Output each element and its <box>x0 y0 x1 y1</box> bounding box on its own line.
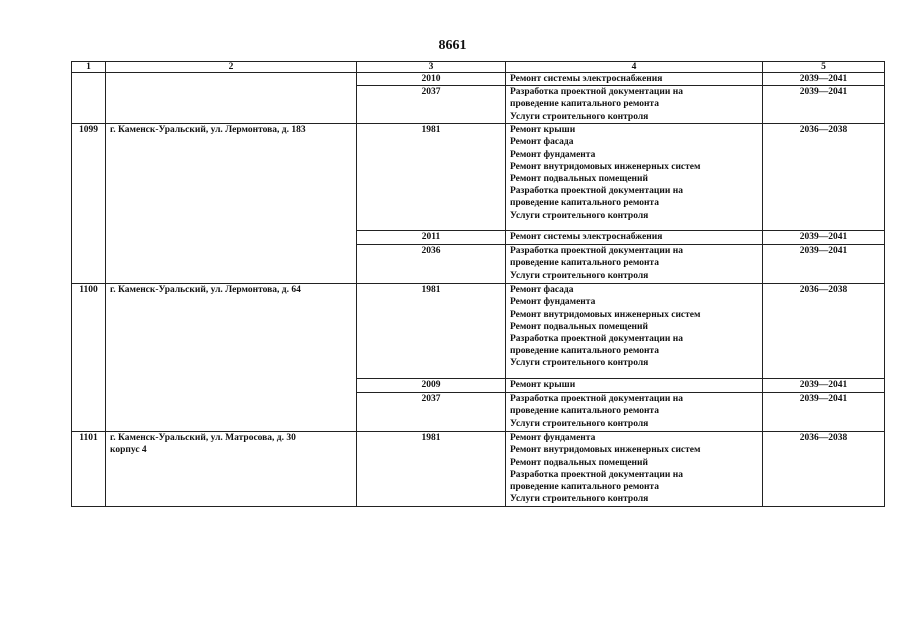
table-row <box>72 73 885 86</box>
work-item: проведение капитального ремонта <box>510 406 659 417</box>
column-header: 1 <box>72 62 106 73</box>
works-cell <box>506 245 763 284</box>
period-cell: 2036—2038 <box>763 432 885 507</box>
address-cell <box>106 284 357 432</box>
header-row <box>72 62 885 73</box>
address-line: корпус 4 <box>110 445 147 456</box>
work-item: Разработка проектной документации на <box>510 186 683 197</box>
work-item: Ремонт фундамента <box>510 297 596 308</box>
work-item: Ремонт внутридомовых инженерных систем <box>510 309 701 320</box>
period-cell: 2036—2038 <box>763 284 885 379</box>
year-cell: 2036 <box>357 245 506 284</box>
work-item: Разработка проектной документации на <box>510 394 683 405</box>
row-number: 1099 <box>72 124 106 284</box>
table-row <box>72 284 885 379</box>
column-header: 2 <box>106 62 357 73</box>
column-header: 3 <box>357 62 506 73</box>
address-cell <box>106 124 357 284</box>
column-header: 4 <box>506 62 763 73</box>
work-item: Ремонт подвальных помещений <box>510 321 648 332</box>
period-cell: 2039—2041 <box>763 231 885 245</box>
year-cell: 2011 <box>357 231 506 245</box>
work-item: проведение капитального ремонта <box>510 346 659 357</box>
works-cell <box>506 231 763 245</box>
year-cell: 1981 <box>357 432 506 507</box>
period-cell: 2039—2041 <box>763 379 885 393</box>
address-line: г. Каменск-Уральский, ул. Лермонтова, д. 64 <box>110 285 301 296</box>
works-cell <box>506 86 763 124</box>
work-item: Ремонт подвальных помещений <box>510 174 648 185</box>
works-cell <box>506 73 763 86</box>
year-cell: 2009 <box>357 379 506 393</box>
period-cell: 2039—2041 <box>763 86 885 124</box>
row-number: 1101 <box>72 432 106 507</box>
year-cell: 2010 <box>357 73 506 86</box>
repair-schedule-table <box>71 61 885 507</box>
address-cell <box>106 432 357 507</box>
work-item: Ремонт системы электроснабжения <box>510 232 663 243</box>
page-number: 8661 <box>438 38 467 53</box>
work-item: Услуги строительного контроля <box>510 358 649 369</box>
table-row <box>72 432 885 507</box>
work-item: проведение капитального ремонта <box>510 99 659 110</box>
address-line: г. Каменск-Уральский, ул. Матросова, д. 30 <box>110 433 296 444</box>
work-item: Ремонт фасада <box>510 285 574 296</box>
period-cell: 2036—2038 <box>763 124 885 231</box>
table-row <box>72 124 885 231</box>
year-cell: 2037 <box>357 86 506 124</box>
work-item: проведение капитального ремонта <box>510 482 659 493</box>
table-body <box>72 73 885 507</box>
work-item: Ремонт фундамента <box>510 149 596 160</box>
work-item: Ремонт крыши <box>510 380 576 391</box>
year-cell: 1981 <box>357 124 506 231</box>
work-item: Услуги строительного контроля <box>510 494 649 505</box>
year-cell: 1981 <box>357 284 506 379</box>
works-cell <box>506 124 763 231</box>
work-item: Разработка проектной документации на <box>510 87 683 98</box>
works-cell <box>506 393 763 432</box>
work-item: Ремонт внутридомовых инженерных систем <box>510 161 701 172</box>
work-item: Ремонт внутридомовых инженерных систем <box>510 445 701 456</box>
period-cell: 2039—2041 <box>763 393 885 432</box>
work-item: Разработка проектной документации на <box>510 334 683 345</box>
works-cell <box>506 379 763 393</box>
row-number <box>72 73 106 124</box>
work-item: Ремонт фундамента <box>510 433 596 444</box>
work-item: Ремонт системы электроснабжения <box>510 74 663 84</box>
work-item: проведение капитального ремонта <box>510 258 659 269</box>
works-cell <box>506 284 763 379</box>
work-item: Ремонт фасада <box>510 137 574 148</box>
column-header: 5 <box>763 62 885 73</box>
works-cell <box>506 432 763 507</box>
row-number: 1100 <box>72 284 106 432</box>
work-item: Разработка проектной документации на <box>510 246 683 257</box>
period-cell: 2039—2041 <box>763 245 885 284</box>
work-item: Услуги строительного контроля <box>510 270 649 281</box>
work-item: Разработка проектной документации на <box>510 469 683 480</box>
work-item: Ремонт подвальных помещений <box>510 457 648 468</box>
address-cell <box>106 73 357 124</box>
work-item: проведение капитального ремонта <box>510 198 659 209</box>
address-line: г. Каменск-Уральский, ул. Лермонтова, д. 183 <box>110 125 306 136</box>
work-item: Услуги строительного контроля <box>510 210 649 221</box>
work-item: Услуги строительного контроля <box>510 111 649 122</box>
period-cell: 2039—2041 <box>763 73 885 86</box>
work-item: Ремонт крыши <box>510 125 576 136</box>
work-item: Услуги строительного контроля <box>510 418 649 429</box>
year-cell: 2037 <box>357 393 506 432</box>
